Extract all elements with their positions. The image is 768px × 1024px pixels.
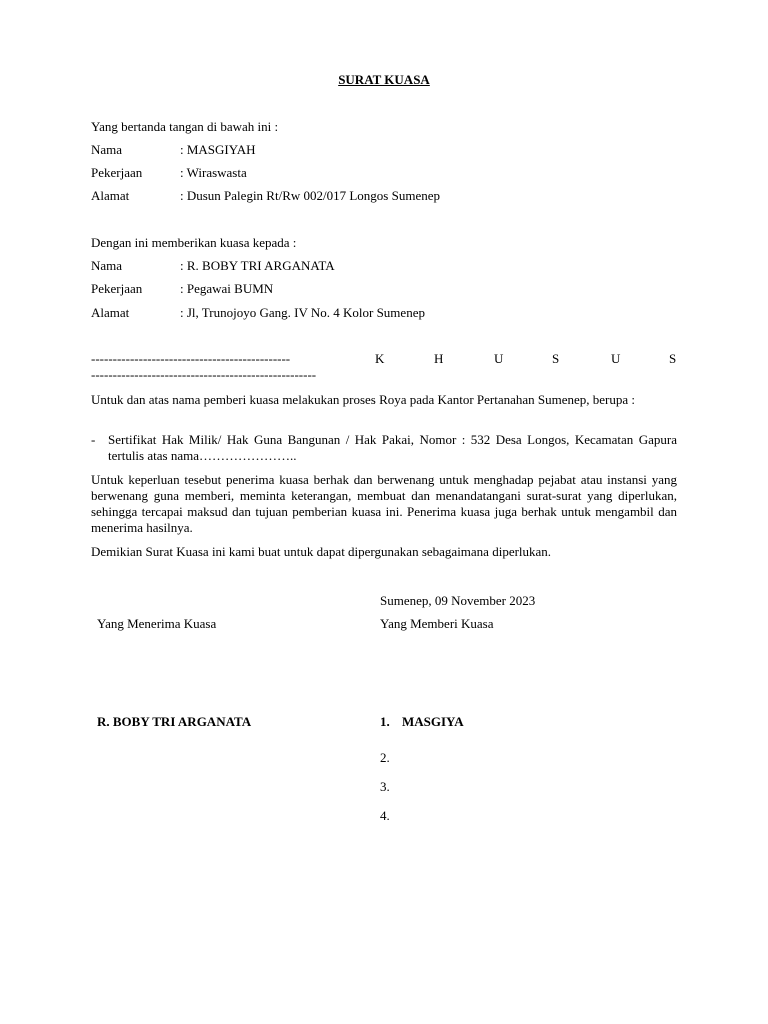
authority-paragraph: Untuk keperluan tesebut penerima kuasa berhak dan berwenang untuk menghadap pejabat atau instansi yang berwenang guna memberi, meminta keterangan, membuat dan menandatangani surat-surat yang diperlukan, sehingga tercapai maksud dan tujuan pemberian kuasa ini. Penerima kuasa juga berhak untuk mengambil dan menerima hasilnya. [91, 472, 677, 535]
grantor-address-label: Alamat [91, 188, 130, 203]
khusus-dashes-left: ---------------------------------------------- [91, 351, 291, 366]
grantee-name-label: Nama [91, 258, 123, 273]
giver-number-4: 4. [380, 808, 390, 823]
receiver-name: R. BOBY TRI ARGANATA [97, 714, 252, 729]
purpose-paragraph: Untuk dan atas nama pemberi kuasa melakukan proses Roya pada Kantor Pertanahan Sumenep, berupa : [91, 392, 636, 407]
giver-number-2: 2. [380, 750, 390, 765]
certificate-bullet: Sertifikat Hak Milik/ Hak Guna Bangunan / Hak Pakai, Nomor : 532 Desa Longos, Kecamatan Gapura tertulis atas nama………………….. [108, 432, 677, 463]
grantor-job-value: : Wiraswasta [180, 165, 247, 180]
bullet-dash: - [91, 432, 96, 447]
khusus-letter-k: K [375, 351, 385, 366]
grantor-intro: Yang bertanda tangan di bawah ini : [91, 119, 279, 134]
grantee-job-value: : Pegawai BUMN [180, 281, 274, 296]
grantor-name-value: : MASGIYAH [180, 142, 256, 157]
grantee-address-label: Alamat [91, 305, 130, 320]
giver-label: Yang Memberi Kuasa [380, 616, 494, 631]
khusus-letter-u: U [494, 351, 504, 366]
giver-number-3: 3. [380, 779, 390, 794]
grantor-address-value: : Dusun Palegin Rt/Rw 002/017 Longos Sumenep [180, 188, 440, 203]
khusus-letter-h: H [434, 351, 444, 366]
grantor-job-label: Pekerjaan [91, 165, 143, 180]
khusus-letter-u2: U [611, 351, 621, 366]
khusus-letter-s: S [552, 351, 560, 366]
khusus-dashes-below: ---------------------------------------------------- [91, 367, 317, 382]
giver-number-1: 1. [380, 714, 390, 729]
receiver-label: Yang Menerima Kuasa [97, 616, 217, 631]
grantee-name-value: : R. BOBY TRI ARGANATA [180, 258, 335, 273]
grantor-name-label: Nama [91, 142, 123, 157]
place-date: Sumenep, 09 November 2023 [380, 593, 536, 608]
document-title: SURAT KUASA [338, 72, 430, 87]
grantee-job-label: Pekerjaan [91, 281, 143, 296]
khusus-letter-s2: S [669, 351, 677, 366]
grantee-intro: Dengan ini memberikan kuasa kepada : [91, 235, 297, 250]
grantee-address-value: : Jl, Trunojoyo Gang. IV No. 4 Kolor Sumenep [180, 305, 425, 320]
giver-name-1: MASGIYA [402, 714, 464, 729]
closing-paragraph: Demikian Surat Kuasa ini kami buat untuk dapat dipergunakan sebagaimana diperlukan. [91, 544, 552, 559]
